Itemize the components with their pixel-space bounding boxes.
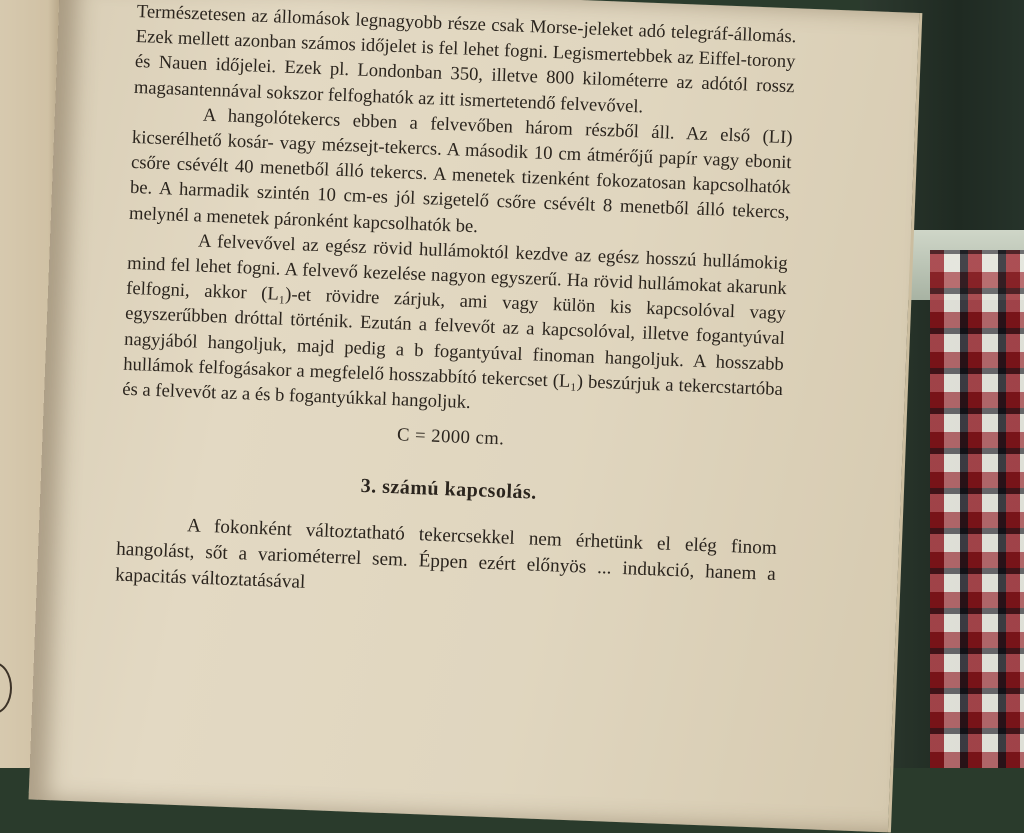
- paragraph: A fokonként változtatható tekercsekkel nem érhetünk el elég finom hangolást, sőt a variométerrel sem. Éppen ezért előnyös ... indukció, hanem a kapacitás változtatásával: [114, 514, 778, 593]
- page-text: [115, 0, 797, 614]
- paragraph: A hangolótekercs ebben a felvevőben három részből áll. Az első (LI) kicserélhető kosár- vagy mézsejt-tekercs. A második 10 cm átmérőjű papír vagy ebonit csőre csévélt 40 menetből álló tekercs. A menetek tizenként fokozatosan kapcsolhatók be. A harmadik szintén 10 cm-es jól szigetelő csőre csévélt 8 menetből álló tekercs, melynél a menetek páronként kapcsolhatók be.: [128, 104, 793, 237]
- formula: C = 2000 cm.: [396, 424, 505, 450]
- chapter-heading: 3. számú kapcsolás.: [360, 475, 538, 505]
- left-page-mark: [0, 662, 12, 714]
- background-plaid-cloth: [930, 250, 1024, 768]
- paragraph: A felvevővel az egész rövid hullámoktól kezdve az egész hosszú hullámokig mind fel lehet fogni. A felvevő kezelése nagyon egyszerű. Ha rövid hullámokat akarunk felfogni, akkor (L₁)-et rövidre zárjuk, ami vagy külön kis kapcsolóval vagy egyszerűbben dróttal történik. Ezután a felvevőt az a kapcsolóval, illetve fogantyúval nagyjából hangoljuk, majd pedig a b fogantyúval finoman hangoljuk. A hosszabb hullámok felfogásakor a megfelelő hosszabbító tekercset (L₁) beszúrjuk a tekercstartóba és a felvevőt az a és b fogantyúkkal hangoljuk.: [121, 230, 789, 414]
- paragraph: Természetesen az állomások legnagyobb része csak Morse-jeleket adó telegráf-állomás. Ezek mellett azonban számos időjelet is fel lehet fogni. Legismertebbek az Eiffel-torony és Nauen időjelei. Ezek pl. Londonban 350, illetve 800 kilométerre az adótól rossz magasantennával sokszor felfoghatók az itt ismertetendő felvevővel.: [133, 0, 797, 118]
- book-page: [29, 0, 923, 833]
